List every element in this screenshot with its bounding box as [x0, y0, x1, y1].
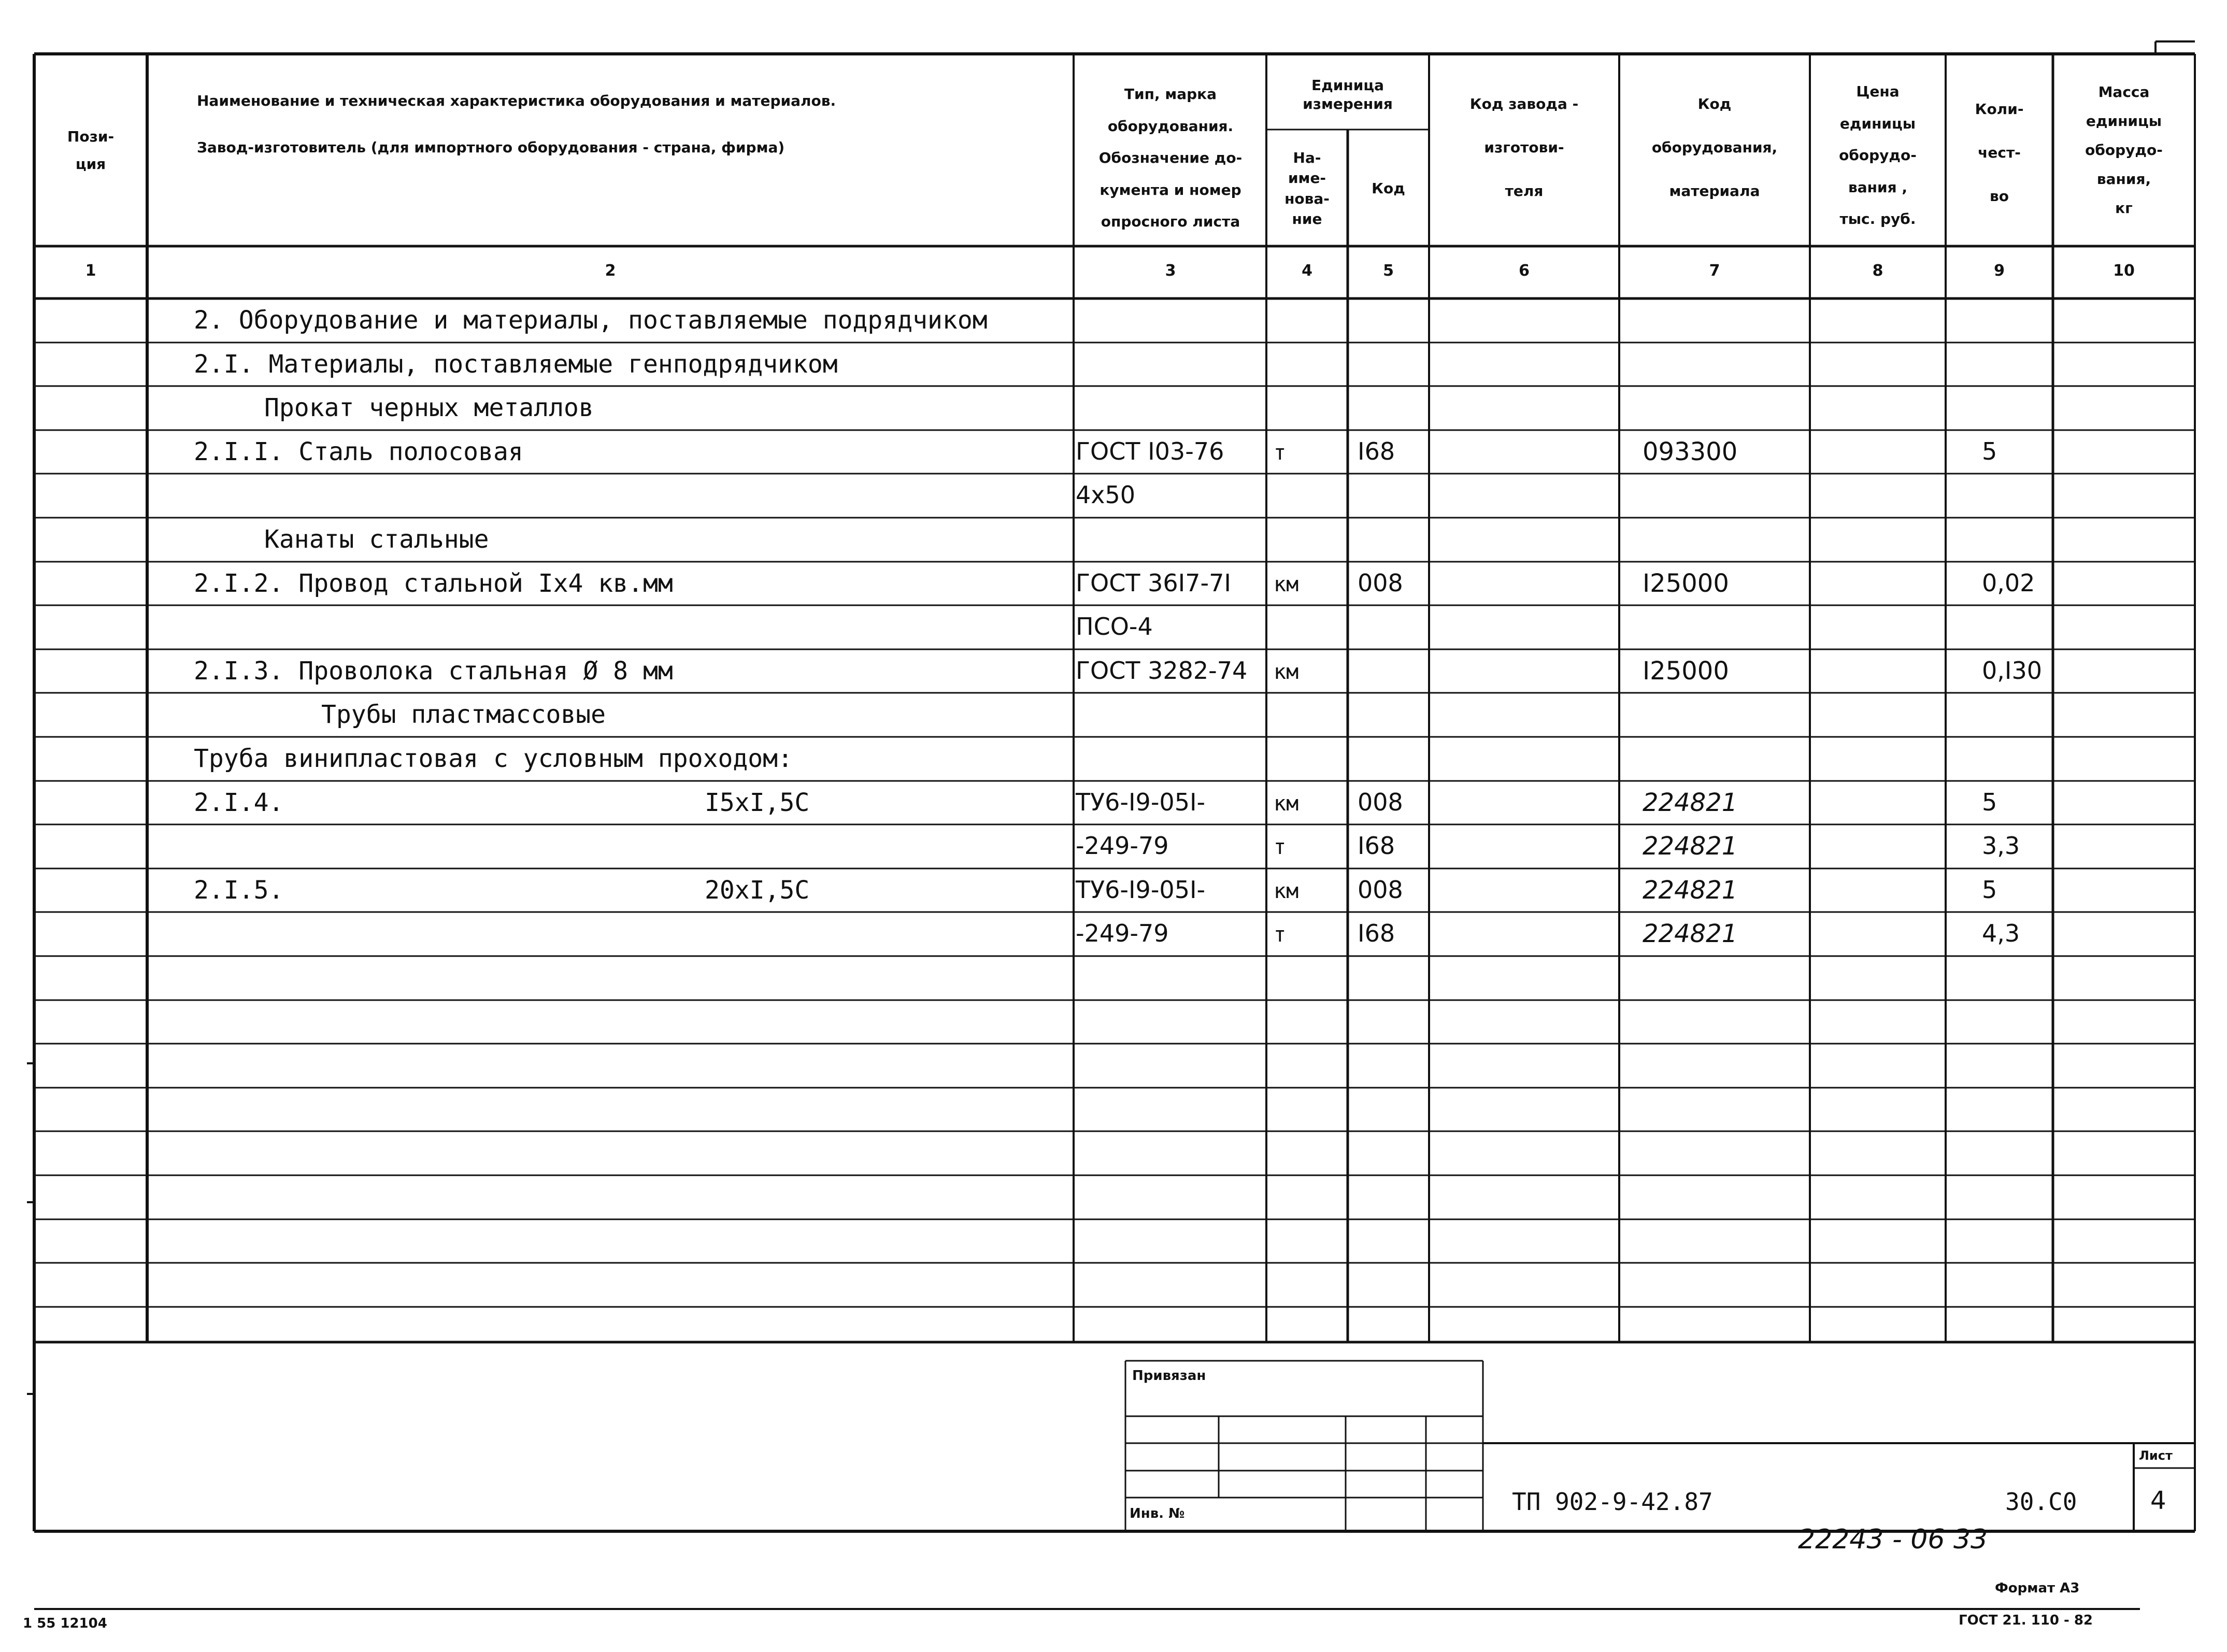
row-name: 2.I. Материалы, поставляемые генподрядчиком	[194, 350, 838, 379]
row-equip_code: I25000	[1643, 569, 1729, 598]
col-number-6: 6	[1519, 262, 1530, 280]
col-number-7: 7	[1709, 262, 1720, 280]
sheet-code: 30.С0	[2005, 1488, 2077, 1516]
row-unit: т	[1274, 441, 1287, 465]
row-name: 2.I.I. Сталь полосовая	[194, 437, 523, 466]
row-code: 008	[1358, 569, 1403, 597]
header-equipment-code: Код оборудования, материала	[1651, 95, 1778, 200]
header-position: Пози- ция	[67, 127, 115, 173]
row-name: Труба винипластовая с условным проходом:	[194, 744, 793, 773]
row-code: I68	[1358, 437, 1395, 465]
row-equip_code: 224821	[1643, 876, 1738, 905]
format-label: Формат А3	[1995, 1580, 2080, 1596]
document-code: ТП 902-9-42.87	[1512, 1488, 1713, 1516]
col-number-4: 4	[1302, 262, 1312, 280]
row-code: I68	[1358, 919, 1395, 947]
row-name: 2.I.4.	[194, 788, 284, 817]
row-equip_code: 224821	[1643, 919, 1738, 948]
header-name: Наименование и техническая характеристика оборудования и материалов. Завод-изготовитель (для импортного оборудования - страна, фирма)	[197, 92, 836, 156]
col-number-2: 2	[605, 262, 616, 280]
list-number: 4	[2150, 1486, 2166, 1515]
row-type: ПСО-4	[1076, 613, 1153, 640]
row-name: 2.I.3. Проволока стальная Ø 8 мм	[194, 657, 673, 686]
col-number-5: 5	[1383, 262, 1394, 280]
col-number-8: 8	[1872, 262, 1883, 280]
row-qty: 0,02	[1982, 569, 2035, 597]
row-unit: км	[1274, 792, 1299, 816]
row-equip_code: 093300	[1643, 437, 1738, 466]
row-qty: 4,3	[1982, 919, 2020, 947]
row-unit: т	[1274, 923, 1287, 947]
row-type: ГОСТ 3282-74	[1076, 657, 1248, 685]
row-unit: км	[1274, 879, 1299, 903]
row-qty: 3,3	[1982, 832, 2020, 860]
row-type: ТУ6-I9-05I-	[1076, 876, 1206, 904]
row-qty: 0,I30	[1982, 657, 2042, 685]
header-quantity: Коли- чест- во	[1975, 101, 2024, 205]
row-name: Канаты стальные	[264, 525, 489, 554]
row-name: Трубы пластмассовые	[321, 700, 606, 729]
row-qty: 5	[1982, 437, 1997, 465]
archive-stamp: 22243 - 06 33	[1798, 1524, 1988, 1555]
header-unit-group: Единица измерения	[1303, 76, 1393, 112]
row-code: 008	[1358, 788, 1403, 816]
row-qty: 5	[1982, 876, 1997, 904]
row-dim: 20хI,5С	[705, 876, 810, 905]
row-name: 2.I.2. Провод стальной Iх4 кв.мм	[194, 569, 673, 598]
row-unit: км	[1274, 660, 1299, 684]
row-type: -249-79	[1076, 919, 1169, 947]
row-unit: т	[1274, 835, 1287, 859]
col-number-1: 1	[85, 262, 96, 280]
bottom-left-code: 1 55 12104	[23, 1616, 107, 1631]
row-equip_code: I25000	[1643, 657, 1729, 686]
row-code: 008	[1358, 876, 1403, 904]
row-equip_code: 224821	[1643, 788, 1738, 817]
row-type: -249-79	[1076, 832, 1169, 860]
row-type: ГОСТ I03-76	[1076, 437, 1224, 465]
inv-no-label: Инв. №	[1130, 1506, 1185, 1521]
header-unit-name: На- име- нова- ние	[1284, 149, 1330, 227]
row-name: Прокат черных металлов	[264, 393, 594, 422]
row-unit: км	[1274, 573, 1299, 596]
row-type: 4х50	[1076, 481, 1136, 509]
col-number-10: 10	[2113, 262, 2135, 280]
row-name: 2. Оборудование и материалы, поставляемые подрядчиком	[194, 306, 988, 335]
row-name: 2.I.5.	[194, 876, 284, 905]
privyazan-label: Привязан	[1132, 1368, 1206, 1384]
header-unit-code: Код	[1372, 179, 1405, 197]
list-label: Лист	[2139, 1448, 2173, 1463]
gost-label: ГОСТ 21. 110 - 82	[1959, 1613, 2093, 1628]
row-type: ТУ6-I9-05I-	[1076, 788, 1206, 816]
row-qty: 5	[1982, 788, 1997, 816]
header-factory-code: Код завода - изготови- теля	[1469, 95, 1579, 200]
row-equip_code: 224821	[1643, 832, 1738, 861]
header-mass: Масса единицы оборудо- вания, кг	[2085, 83, 2163, 217]
header-price: Цена единицы оборудо- вания , тыс. руб.	[1839, 83, 1917, 228]
row-code: I68	[1358, 832, 1395, 860]
header-type: Тип, марка оборудования. Обозначение до- кумента и номер опросного листа	[1098, 86, 1243, 231]
row-dim: I5хI,5С	[705, 788, 810, 817]
col-number-9: 9	[1994, 262, 2005, 280]
row-type: ГОСТ 36I7-7I	[1076, 569, 1231, 597]
col-number-3: 3	[1165, 262, 1176, 280]
